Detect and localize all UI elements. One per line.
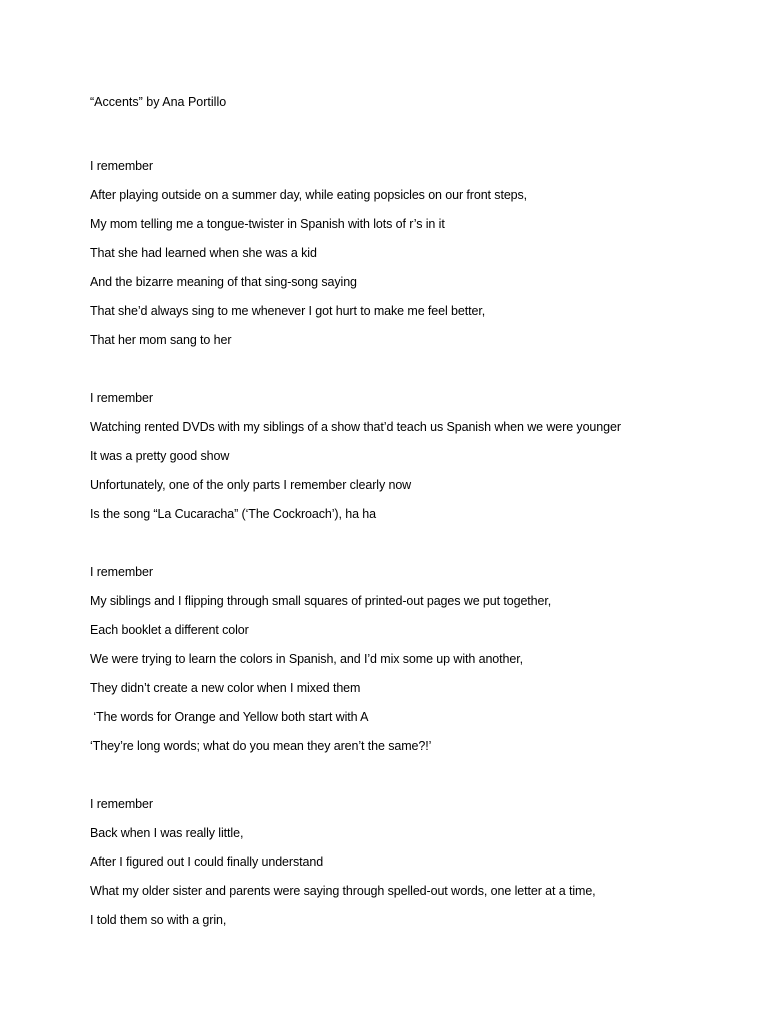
poem-line: Is the song “La Cucaracha” (‘The Cockroach’), ha ha [90,507,377,521]
document-page [90,94,730,964]
poem-line: Back when I was really little, [90,826,244,840]
poem-line: I remember [90,159,153,173]
poem-line: Watching rented DVDs with my siblings of a show that’d teach us Spanish when we were younger [90,420,621,434]
poem-line: I remember [90,565,153,579]
poem-line: Each booklet a different color [90,623,249,637]
poem-line: I remember [90,391,153,405]
poem-line: What my older sister and parents were saying through spelled-out words, one letter at a time, [90,884,596,898]
poem-line: ‘The words for Orange and Yellow both start with A [90,710,369,724]
stanza-2 [90,384,730,529]
poem-line: Unfortunately, one of the only parts I remember clearly now [90,478,412,492]
poem-line: My siblings and I flipping through small squares of printed-out pages we put together, [90,594,552,608]
poem-line: They didn’t create a new color when I mixed them [90,681,361,695]
poem-line: After I figured out I could finally understand [90,855,324,869]
poem-line: I told them so with a grin, [90,913,227,927]
poem-line: And the bizarre meaning of that sing-song saying [90,275,357,289]
poem-line: After playing outside on a summer day, while eating popsicles on our front steps, [90,188,528,202]
poem-line: That she had learned when she was a kid [90,246,317,260]
poem-line: It was a pretty good show [90,449,230,463]
poem-line: We were trying to learn the colors in Spanish, and I’d mix some up with another, [90,652,523,666]
poem-line: That she’d always sing to me whenever I got hurt to make me feel better, [90,304,486,318]
poem-line: I remember [90,797,153,811]
stanza-4 [90,790,730,935]
poem-line: ‘They’re long words; what do you mean they aren’t the same?!’ [90,739,432,753]
stanza-3 [90,558,730,761]
poem-title: “Accents” by Ana Portillo [90,95,227,109]
poem-line: That her mom sang to her [90,333,232,347]
poem-line: My mom telling me a tongue-twister in Spanish with lots of r’s in it [90,217,445,231]
stanza-1 [90,152,730,355]
